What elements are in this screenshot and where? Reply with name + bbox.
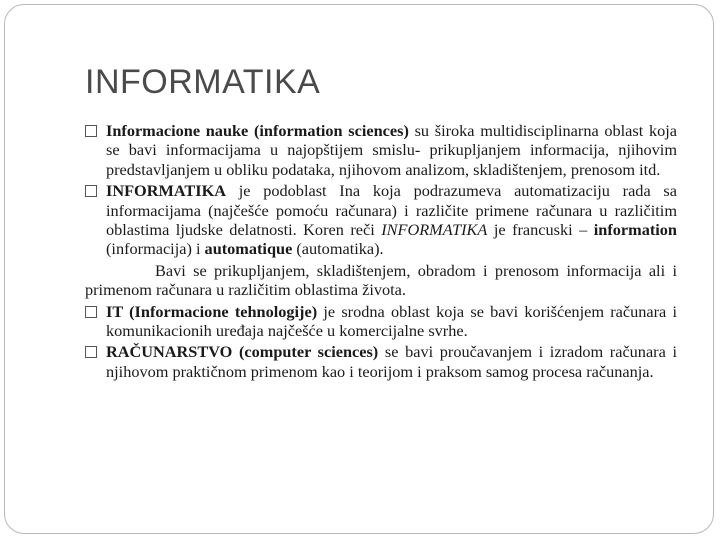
bullet-text: (automatika). <box>292 239 384 259</box>
square-bullet-icon <box>85 346 97 358</box>
paragraph-bavi-se: Bavi se prikupljanjem, skladištenjem, obradom i prenosom informacija ali i primenom računara u različitim oblastima života. <box>85 260 677 300</box>
bullet-text: su široka multidisciplinarna oblast koja se bavi informacijama u najopštijem smislu- prikupljanjem informacija, njihovim predstavljanjem u obliku podataka, njihovom analizom, skladištenjem, prenosom itd. <box>106 121 677 179</box>
bullet-racunarstvo <box>85 342 677 381</box>
square-bullet-icon <box>85 306 97 318</box>
bullet-text: je srodna oblast koja se bavi korišćenjem računara i komunikacionih uređaja najčešće u komercijalne svrhe. <box>106 301 677 341</box>
bold-term: automatique <box>204 239 293 259</box>
bullet-bold-term: RAČUNARSTVO (computer sciences) <box>106 342 379 362</box>
bullet-text: je podoblast Ina koja podrazumeva automatizaciju rada sa informacijama (najčešće pomoću računara) i različite primene računara u različitim oblastima ljudske delatnosti. Koren reči <box>106 181 677 240</box>
bullet-text: (informacija) i <box>106 239 205 259</box>
bullet-text: je francuski – <box>487 220 594 240</box>
bullet-bold-term: INFORMATIKA <box>106 181 226 201</box>
slide-content <box>85 121 677 383</box>
square-bullet-icon <box>85 125 97 137</box>
italic-term: INFORMATIKA <box>381 220 488 240</box>
slide-frame <box>4 4 714 534</box>
bullet-informatika <box>85 181 677 259</box>
slide-title: INFORMATIKA <box>85 63 321 101</box>
bold-term: information <box>593 220 677 240</box>
bullet-bold-term: Informacione nauke (information sciences) <box>106 121 409 140</box>
square-bullet-icon <box>85 185 97 197</box>
bullet-it <box>85 302 677 341</box>
bullet-text: se bavi proučavanjem i izradom računara i njihovom praktičnom primenom kao i teorijom i praksom samog procesa računanja. <box>106 342 677 381</box>
bullet-informacione-nauke <box>85 121 677 179</box>
bullet-bold-term: IT (Informacione tehnologije) <box>106 301 318 321</box>
